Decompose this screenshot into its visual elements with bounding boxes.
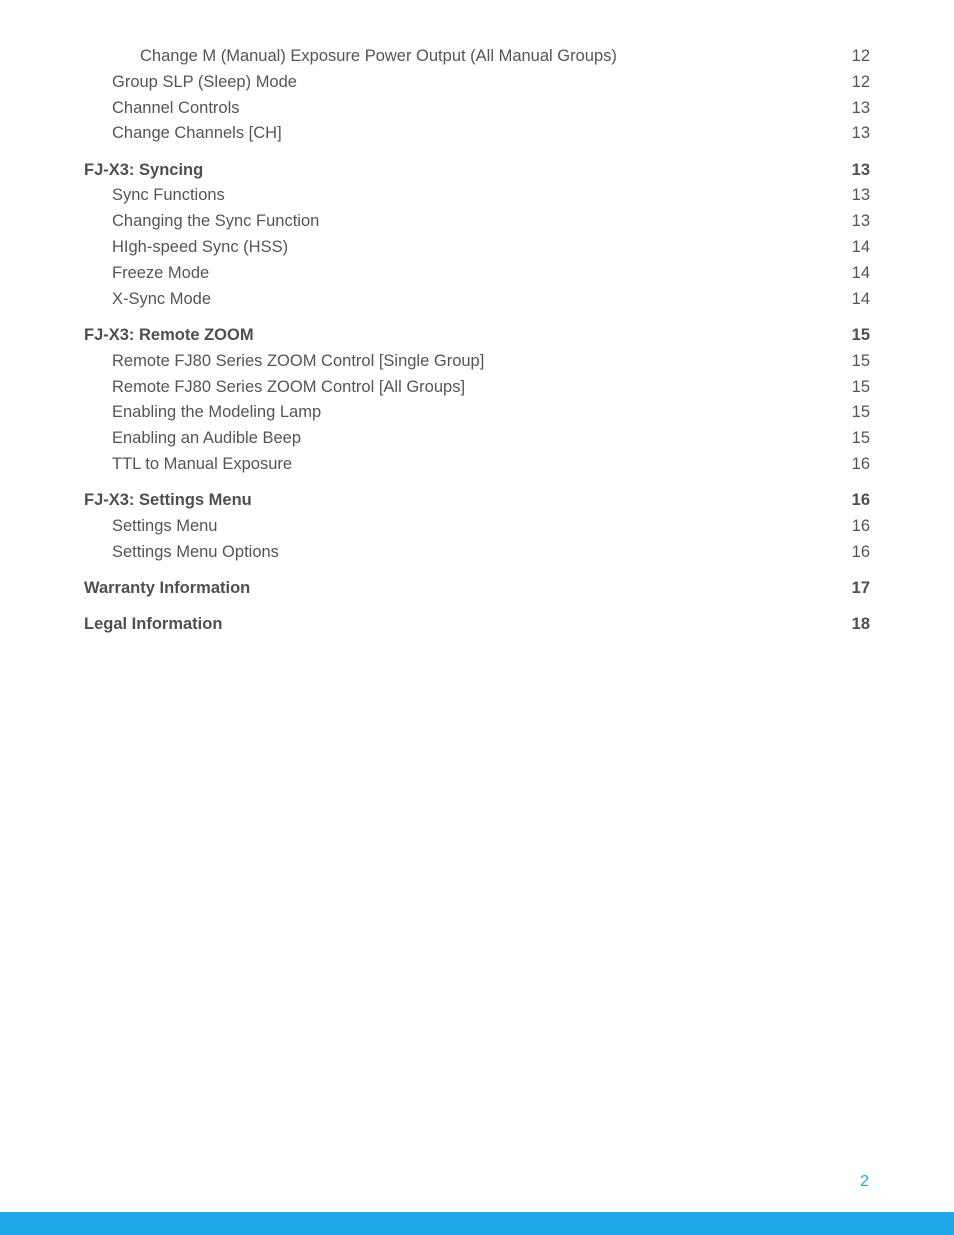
toc-entry-title: Change Channels [CH] bbox=[112, 124, 282, 143]
toc-entry[interactable] bbox=[84, 514, 870, 540]
toc-entry-page: 16 bbox=[851, 491, 870, 510]
toc-entry[interactable] bbox=[84, 452, 870, 478]
toc-entry-title: Enabling the Modeling Lamp bbox=[112, 403, 322, 422]
toc-entry[interactable] bbox=[84, 287, 870, 313]
footer-bar bbox=[0, 1212, 954, 1235]
toc-entry-title: Remote FJ80 Series ZOOM Control [Single Group] bbox=[112, 351, 485, 370]
toc-entry-title: Settings Menu Options bbox=[112, 542, 279, 561]
toc-entry-page: 18 bbox=[851, 615, 870, 634]
toc-entry-page: 12 bbox=[851, 47, 870, 65]
toc-entry-page: 14 bbox=[851, 238, 870, 257]
toc-entry[interactable] bbox=[84, 426, 870, 452]
toc-entry[interactable] bbox=[84, 121, 870, 147]
toc-entry-page: 13 bbox=[851, 124, 870, 143]
toc-entry-page: 13 bbox=[851, 98, 870, 117]
toc-entry-page: 15 bbox=[851, 351, 870, 370]
toc-entry[interactable] bbox=[84, 540, 870, 566]
toc-entry-title: Changing the Sync Function bbox=[112, 212, 320, 231]
toc-entry-title: X-Sync Mode bbox=[112, 289, 212, 308]
toc-entry[interactable] bbox=[84, 488, 870, 514]
toc-entry-page: 17 bbox=[851, 579, 870, 598]
toc-entry-page: 16 bbox=[851, 517, 870, 536]
toc-entry-title: Sync Functions bbox=[112, 186, 225, 205]
toc-entry[interactable] bbox=[84, 96, 870, 122]
toc-entry[interactable] bbox=[84, 209, 870, 235]
toc-entry[interactable] bbox=[84, 576, 870, 602]
toc-entry[interactable] bbox=[84, 323, 870, 349]
toc-entry-page: 14 bbox=[851, 263, 870, 282]
toc-entry-page: 14 bbox=[851, 289, 870, 308]
toc-entry-title: Settings Menu bbox=[112, 517, 218, 536]
table-of-contents bbox=[84, 44, 870, 638]
toc-entry-title: Remote FJ80 Series ZOOM Control [All Groups] bbox=[112, 377, 466, 396]
toc-entry[interactable] bbox=[84, 261, 870, 287]
toc-entry-title: Warranty Information bbox=[84, 579, 251, 598]
toc-entry-page: 15 bbox=[851, 325, 870, 344]
toc-entry-title: Legal Information bbox=[84, 615, 223, 634]
toc-entry[interactable] bbox=[84, 235, 870, 261]
toc-entry-title: Freeze Mode bbox=[112, 263, 210, 282]
toc-entry-page: 15 bbox=[851, 403, 870, 422]
toc-entry-page: 15 bbox=[851, 377, 870, 396]
toc-entry[interactable] bbox=[84, 349, 870, 375]
toc-entry[interactable] bbox=[84, 183, 870, 209]
toc-entry-title: Group SLP (Sleep) Mode bbox=[112, 72, 297, 91]
toc-entry[interactable] bbox=[84, 44, 870, 70]
toc-entry[interactable] bbox=[84, 612, 870, 638]
toc-entry-title: FJ-X3: Syncing bbox=[84, 160, 204, 179]
page-number: 2 bbox=[860, 1173, 869, 1190]
toc-entry[interactable] bbox=[84, 70, 870, 96]
toc-entry-title: FJ-X3: Settings Menu bbox=[84, 491, 252, 510]
toc-entry-page: 13 bbox=[851, 160, 870, 179]
toc-entry-title: HIgh-speed Sync (HSS) bbox=[112, 238, 289, 257]
toc-entry-page: 12 bbox=[851, 72, 870, 91]
toc-entry-title: Enabling an Audible Beep bbox=[112, 429, 301, 448]
toc-entry-title: TTL to Manual Exposure bbox=[112, 454, 293, 473]
toc-entry-page: 13 bbox=[851, 186, 870, 205]
toc-entry[interactable] bbox=[84, 375, 870, 401]
toc-entry-title: FJ-X3: Remote ZOOM bbox=[84, 325, 254, 344]
toc-entry-page: 13 bbox=[851, 212, 870, 231]
toc-entry-page: 16 bbox=[851, 542, 870, 561]
toc-entry[interactable] bbox=[84, 400, 870, 426]
toc-entry-page: 15 bbox=[851, 429, 870, 448]
toc-entry-page: 16 bbox=[851, 454, 870, 473]
toc-entry[interactable] bbox=[84, 158, 870, 184]
toc-entry-title: Change M (Manual) Exposure Power Output (All Manual Groups) bbox=[140, 47, 617, 65]
toc-entry-title: Channel Controls bbox=[112, 98, 240, 117]
